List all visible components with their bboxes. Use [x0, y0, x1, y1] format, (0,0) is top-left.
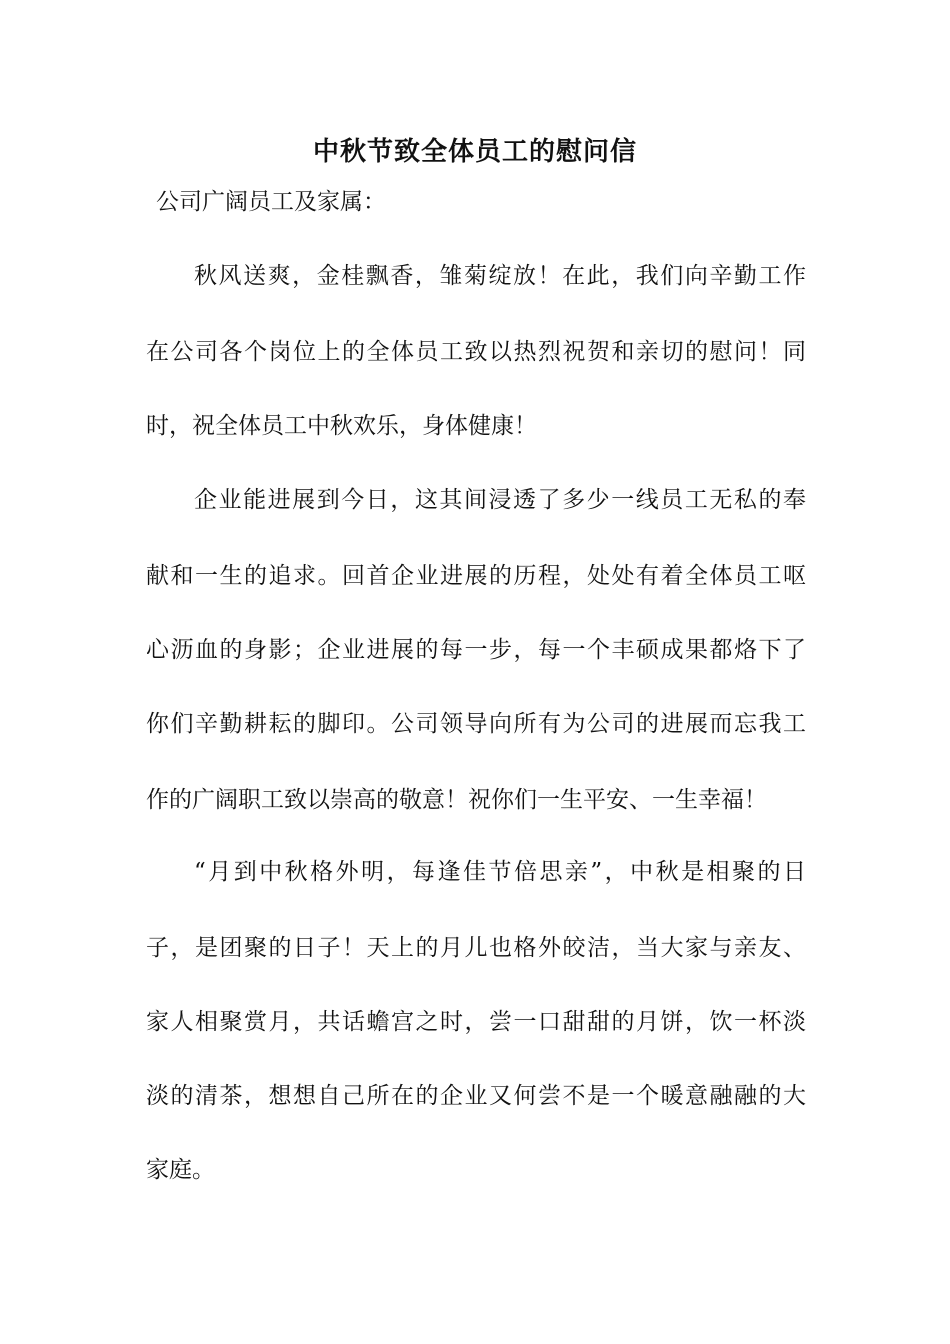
paragraph-2-line-2: 献和一生的追求。回首企业进展的历程，处处有着全体员工呕: [146, 563, 806, 589]
paragraph-2-line-1: 企业能进展到今日，这其间浸透了多少一线员工无私的奉: [194, 487, 806, 513]
paragraph-3-line-3: 家人相聚赏月，共话蟾宫之时，尝一口甜甜的月饼，饮一杯淡: [146, 1009, 806, 1035]
paragraph-2-line-3: 心沥血的身影；企业进展的每一步，每一个丰硕成果都烙下了: [146, 637, 806, 663]
paragraph-1-line-1: 秋风送爽，金桂飘香，雏菊绽放！在此，我们向辛勤工作: [194, 263, 806, 289]
page-title: 中秋节致全体员工的慰问信: [312, 137, 637, 167]
paragraph-1-line-2: 在公司各个岗位上的全体员工致以热烈祝贺和亲切的慰问！同: [146, 339, 806, 365]
paragraph-3-line-2: 子，是团聚的日子！天上的月儿也格外皎洁，当大家与亲友、: [146, 935, 806, 961]
paragraph-2-line-4: 你们辛勤耕耘的脚印。公司领导向所有为公司的进展而忘我工: [146, 711, 806, 737]
paragraph-3-line-5: 家庭。: [146, 1157, 215, 1183]
paragraph-3-line-1: “月到中秋格外明，每逢佳节倍思亲”，中秋是相聚的日: [194, 859, 806, 885]
paragraph-3-line-4: 淡的清茶，想想自己所在的企业又何尝不是一个暖意融融的大: [146, 1083, 806, 1109]
paragraph-1-line-3: 时，祝全体员工中秋欢乐，身体健康！: [146, 413, 537, 439]
salutation: 公司广阔员工及家属：: [156, 189, 386, 215]
paragraph-2-line-5: 作的广阔职工致以崇高的敬意！祝你们一生平安、一生幸福！: [146, 787, 767, 813]
